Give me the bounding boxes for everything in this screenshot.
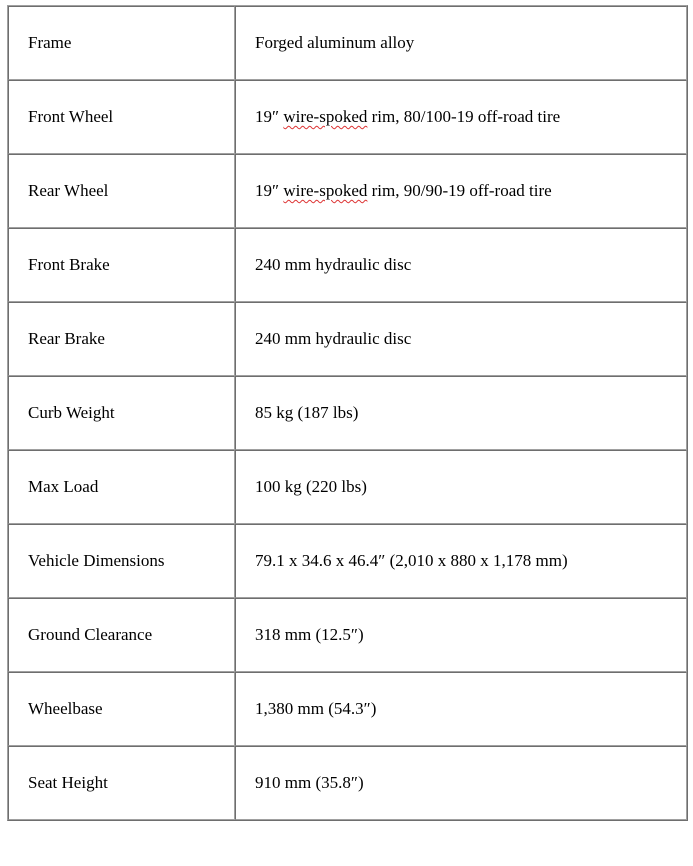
- spec-label: Ground Clearance: [8, 598, 235, 672]
- spec-value: [235, 80, 687, 154]
- spec-label: Front Wheel: [8, 80, 235, 154]
- table-row: [8, 6, 687, 80]
- spec-value: 79.1 x 34.6 x 46.4″ (2,010 x 880 x 1,178 mm): [235, 524, 687, 598]
- spec-label: Rear Wheel: [8, 154, 235, 228]
- spec-label: Frame: [8, 6, 235, 80]
- table-row: [8, 746, 687, 820]
- table-row: [8, 154, 687, 228]
- spec-value: 240 mm hydraulic disc: [235, 302, 687, 376]
- spec-value-part: 19″: [255, 107, 284, 126]
- spec-value-part: 19″: [255, 181, 284, 200]
- spec-value: 1,380 mm (54.3″): [235, 672, 687, 746]
- spell-flagged-word: wire-spoked: [283, 181, 368, 200]
- table-row: [8, 672, 687, 746]
- table-row: [8, 228, 687, 302]
- spec-value-part: rim, 80/100-19 off-road tire: [367, 107, 561, 126]
- spec-value: 318 mm (12.5″): [235, 598, 687, 672]
- table-row: [8, 450, 687, 524]
- spec-value: 100 kg (220 lbs): [235, 450, 687, 524]
- spec-value: 910 mm (35.8″): [235, 746, 687, 820]
- table-row: [8, 302, 687, 376]
- spec-value-part: rim, 90/90-19 off-road tire: [367, 181, 552, 200]
- spec-table: [7, 5, 688, 821]
- table-row: [8, 598, 687, 672]
- table-row: [8, 376, 687, 450]
- spec-value: 240 mm hydraulic disc: [235, 228, 687, 302]
- spec-value: 85 kg (187 lbs): [235, 376, 687, 450]
- spec-label: Max Load: [8, 450, 235, 524]
- spec-label: Wheelbase: [8, 672, 235, 746]
- spec-label: Curb Weight: [8, 376, 235, 450]
- spec-label: Seat Height: [8, 746, 235, 820]
- spell-flagged-word: wire-spoked: [283, 107, 368, 126]
- spec-label: Front Brake: [8, 228, 235, 302]
- spec-label: Rear Brake: [8, 302, 235, 376]
- spec-value: Forged aluminum alloy: [235, 6, 687, 80]
- spec-value: [235, 154, 687, 228]
- spec-label: Vehicle Dimensions: [8, 524, 235, 598]
- table-row: [8, 524, 687, 598]
- table-row: [8, 80, 687, 154]
